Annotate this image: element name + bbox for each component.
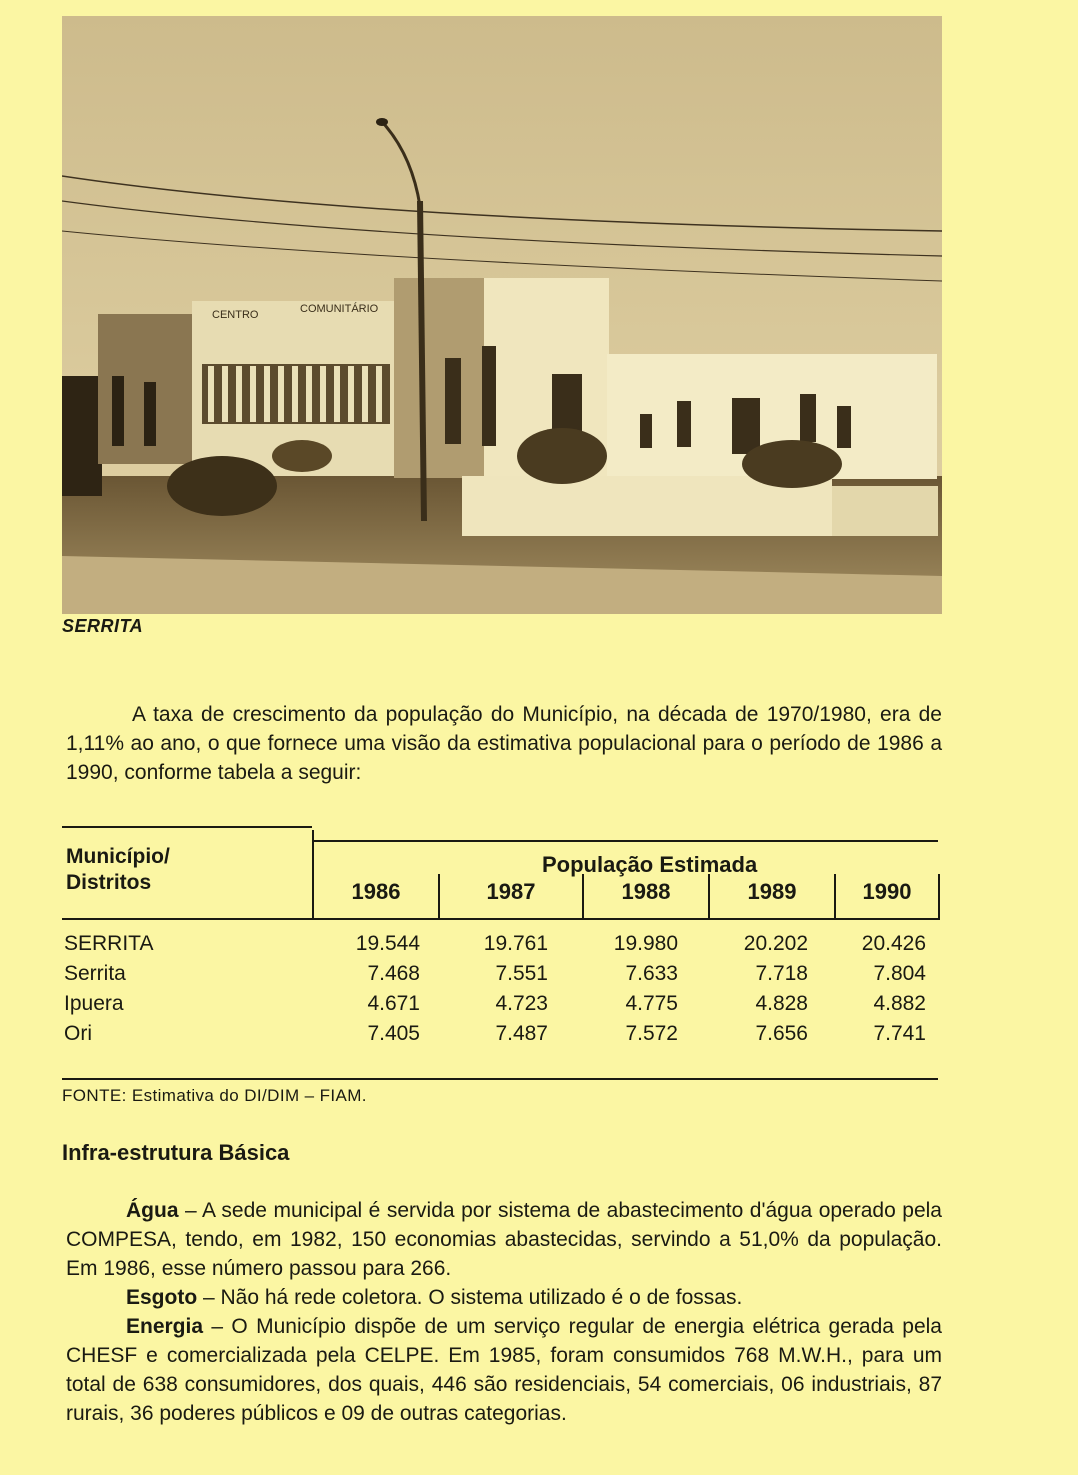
population-group-header: População Estimada (542, 852, 758, 877)
esgoto-text: – Não há rede coletora. O sistema utilizado é o de fossas. (197, 1286, 743, 1309)
population-value: 7.551 (495, 962, 548, 985)
table-row (62, 992, 938, 1022)
population-value: 19.544 (355, 932, 420, 955)
esgoto-lead: Esgoto (126, 1286, 198, 1309)
population-value: 7.741 (873, 1022, 926, 1045)
table-top-rule-left (62, 826, 312, 828)
table-source-note: FONTE: Estimativa do DI/DIM – FIAM. (62, 1086, 367, 1105)
year-header: 1986 (312, 874, 438, 920)
year-header: 1987 (438, 874, 582, 920)
municipio-header: Município/ Distritos (66, 845, 170, 894)
esgoto-paragraph (66, 1283, 942, 1312)
table-row (62, 962, 938, 992)
table-row (62, 1022, 938, 1052)
year-header: 1990 (834, 874, 940, 920)
population-value: 20.202 (743, 932, 808, 955)
population-value: 4.671 (367, 992, 420, 1015)
population-table (62, 826, 938, 1084)
energia-lead: Energia (126, 1315, 204, 1338)
year-header: 1989 (708, 874, 834, 920)
population-value: 7.718 (755, 962, 808, 985)
population-value: 4.828 (755, 992, 808, 1015)
district-name: Ipuera (64, 992, 124, 1015)
population-value: 7.405 (367, 1022, 420, 1045)
population-value: 19.980 (613, 932, 678, 955)
population-value: 7.572 (625, 1022, 678, 1045)
agua-text: – A sede municipal é servida por sistema de abastecimento d'água operado pela COMPESA, tendo, em 1982, 150 economias abastecidas, servindo a 51,0% da população. Em 1986, esse número passou para 266. (66, 1199, 942, 1280)
population-value: 7.468 (367, 962, 420, 985)
year-header: 1988 (582, 874, 708, 920)
district-name: Ori (64, 1022, 92, 1045)
table-row (62, 932, 938, 962)
population-value: 19.761 (483, 932, 548, 955)
sign-text-centro: CENTRO (212, 309, 259, 321)
photograph (62, 16, 942, 614)
population-value: 20.426 (861, 932, 926, 955)
population-value: 4.882 (873, 992, 926, 1015)
agua-paragraph (66, 1196, 942, 1283)
population-value: 7.804 (873, 962, 926, 985)
agua-lead: Água (126, 1199, 179, 1222)
header-bottom-rule (62, 918, 938, 920)
energia-paragraph (66, 1312, 942, 1428)
population-value: 7.487 (495, 1022, 548, 1045)
population-value: 4.723 (495, 992, 548, 1015)
population-value: 4.775 (625, 992, 678, 1015)
sign-text-comunitario: COMUNITÁRIO (300, 303, 379, 315)
table-bottom-rule (62, 1078, 938, 1080)
photo-caption: SERRITA (62, 616, 144, 636)
energia-text: – O Município dispõe de um serviço regular de energia elétrica gerada pela CHESF e comercializada pela CELPE. Em 1985, foram consumidos 768 M.W.H., para um total de 638 consumidores, dos quais, 446 são residenciais, 54 comerciais, 06 industriais, 87 rurais, 36 poderes públicos e 09 de outras categorias. (66, 1315, 942, 1425)
population-value: 7.633 (625, 962, 678, 985)
section-title: Infra-estrutura Básica (62, 1140, 290, 1165)
infrastructure-text (66, 1196, 942, 1428)
district-name: SERRITA (64, 932, 154, 955)
population-value: 7.656 (755, 1022, 808, 1045)
table-top-rule (312, 840, 938, 842)
district-name: Serrita (64, 962, 126, 985)
intro-paragraph: A taxa de crescimento da população do Município, na década de 1970/1980, era de 1,11% ao ano, o que fornece uma visão da estimativa populacional para o período de 1986 a 1990, conforme tabela a seguir: (66, 703, 942, 784)
